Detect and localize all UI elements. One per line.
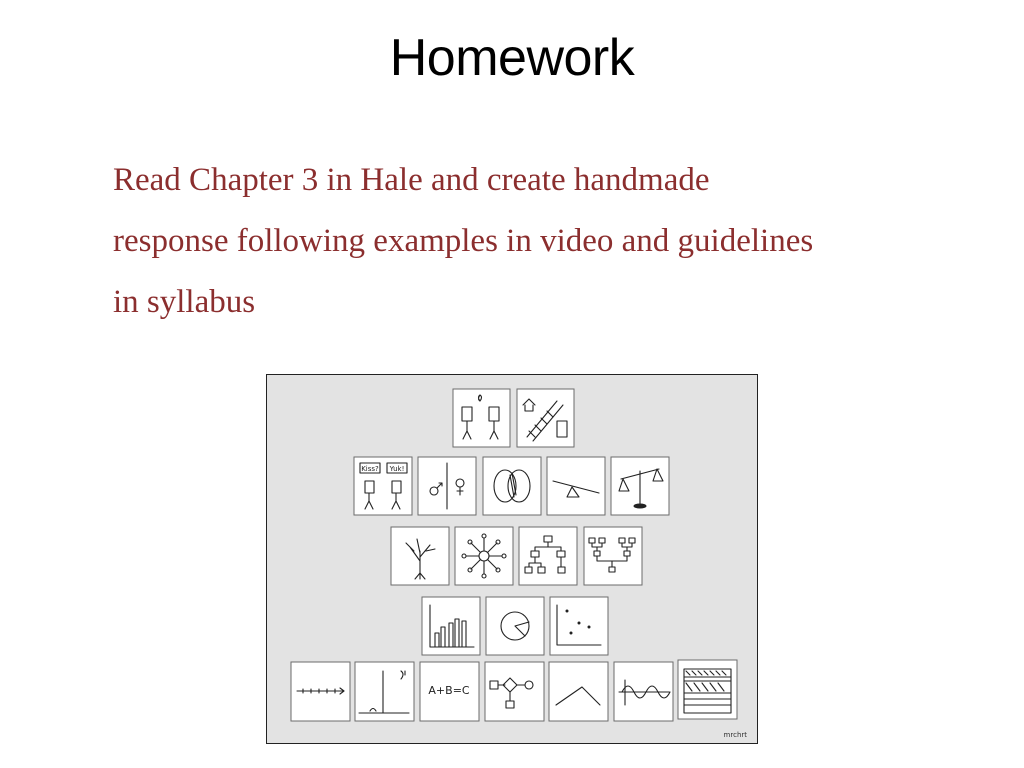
sketch-bar-chart [422,597,480,655]
sketch-radial-network [455,527,513,585]
sketch-tournament-bracket [584,527,642,585]
sketch-wave [614,662,673,721]
sketch-scatter-plot [550,597,608,655]
homework-instructions [113,150,973,333]
artist-signature: mrchrt [723,731,747,739]
equation-label: A+B=C [428,684,470,697]
sketch-line-graph [549,662,608,721]
sketch-couple-with-heart [453,389,510,447]
instruction-line: Read Chapter 3 in Hale and create handmade [113,162,710,198]
instruction-line: response following examples in video and guidelines [113,223,814,259]
sketch-org-chart [519,527,577,585]
sketch-tree [391,527,449,585]
sketch-gender-symbols [418,457,476,515]
sketch-flowchart [485,662,544,721]
slide-title: Homework [389,29,635,87]
sketch-striped-layers [678,660,737,719]
kiss-label: Kiss? [361,465,379,473]
sketch-equation [420,662,479,721]
yuk-label: Yuk! [389,465,405,473]
instruction-line: in syllabus [113,284,256,320]
sketch-number-line [291,662,350,721]
sketch-timeline-axis [355,662,414,721]
sketch-scale [611,457,669,515]
visual-language-sketch-grid [266,374,758,744]
sketch-venn-diagram [483,457,541,515]
sketch-pie-chart [486,597,544,655]
sketch-grid-drawing [267,375,758,744]
sketch-kiss-yuk [354,457,412,515]
sketch-tilted-balance [547,457,605,515]
sketch-house-and-railway [517,389,574,447]
